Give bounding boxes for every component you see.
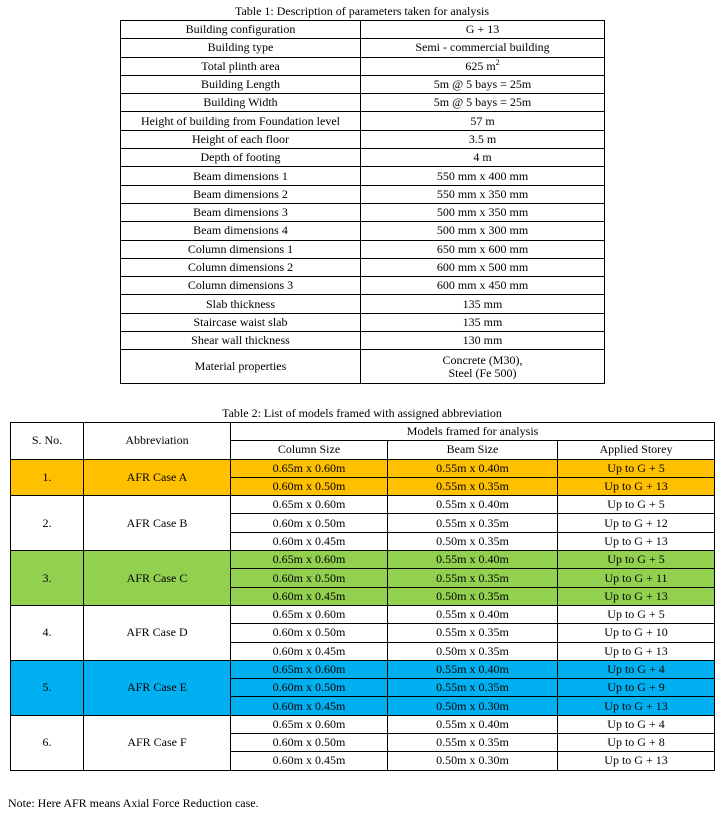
parameter-name: Total plinth area: [121, 57, 361, 75]
unit-superscript: 2: [495, 57, 500, 67]
parameter-name: Slab thickness: [121, 295, 361, 313]
parameter-name: Building configuration: [121, 21, 361, 39]
parameter-value: 135 mm: [361, 295, 605, 313]
applied-storey-cell: Up to G + 8: [558, 734, 715, 752]
header-column-size: Column Size: [231, 441, 388, 459]
case-number: 6.: [11, 715, 84, 770]
beam-size-cell: 0.55m x 0.40m: [388, 605, 558, 623]
parameter-value: 5m @ 5 bays = 25m: [361, 94, 605, 112]
beam-size-cell: 0.50m x 0.35m: [388, 587, 558, 605]
beam-size-cell: 0.55m x 0.40m: [388, 660, 558, 678]
parameter-row: [121, 94, 605, 112]
column-size-cell: 0.60m x 0.50m: [231, 477, 388, 495]
applied-storey-cell: Up to G + 5: [558, 605, 715, 623]
applied-storey-cell: Up to G + 9: [558, 679, 715, 697]
column-size-cell: 0.60m x 0.50m: [231, 734, 388, 752]
applied-storey-cell: Up to G + 13: [558, 587, 715, 605]
applied-storey-cell: Up to G + 10: [558, 624, 715, 642]
header-sno: S. No.: [11, 423, 84, 460]
model-row: [11, 496, 715, 514]
applied-storey-cell: Up to G + 5: [558, 459, 715, 477]
parameter-value: 57 m: [361, 112, 605, 130]
column-size-cell: 0.60m x 0.45m: [231, 642, 388, 660]
header-applied-storey: Applied Storey: [558, 441, 715, 459]
parameter-name: Height of each floor: [121, 130, 361, 148]
parameter-value: 500 mm x 300 mm: [361, 222, 605, 240]
parameter-value: 3.5 m: [361, 130, 605, 148]
column-size-cell: 0.65m x 0.60m: [231, 551, 388, 569]
parameter-row: [121, 21, 605, 39]
footnote: Note: Here AFR means Axial Force Reduction case.: [8, 796, 259, 810]
beam-size-cell: 0.50m x 0.35m: [388, 642, 558, 660]
column-size-cell: 0.65m x 0.60m: [231, 496, 388, 514]
parameter-row: [121, 222, 605, 240]
beam-size-cell: 0.50m x 0.30m: [388, 752, 558, 770]
parameter-value: 5m @ 5 bays = 25m: [361, 75, 605, 93]
applied-storey-cell: Up to G + 5: [558, 496, 715, 514]
model-row: [11, 660, 715, 678]
parameter-row: [121, 167, 605, 185]
applied-storey-cell: Up to G + 13: [558, 532, 715, 550]
parameter-name: Column dimensions 2: [121, 258, 361, 276]
column-size-cell: 0.65m x 0.60m: [231, 715, 388, 733]
parameter-row: [121, 112, 605, 130]
parameter-name: Beam dimensions 4: [121, 222, 361, 240]
parameter-row: [121, 258, 605, 276]
beam-size-cell: 0.55m x 0.35m: [388, 514, 558, 532]
case-abbreviation: AFR Case D: [84, 605, 231, 660]
parameter-name: Column dimensions 3: [121, 277, 361, 295]
column-size-cell: 0.65m x 0.60m: [231, 605, 388, 623]
parameter-name: Depth of footing: [121, 149, 361, 167]
case-abbreviation: AFR Case C: [84, 551, 231, 606]
parameter-row: [121, 240, 605, 258]
parameter-value: 550 mm x 350 mm: [361, 185, 605, 203]
case-abbreviation: AFR Case B: [84, 496, 231, 551]
beam-size-cell: 0.55m x 0.40m: [388, 459, 558, 477]
beam-size-cell: 0.55m x 0.40m: [388, 551, 558, 569]
column-size-cell: 0.60m x 0.50m: [231, 679, 388, 697]
parameter-value: 135 mm: [361, 313, 605, 331]
parameter-value: G + 13: [361, 21, 605, 39]
column-size-cell: 0.60m x 0.50m: [231, 569, 388, 587]
parameter-name: Building Length: [121, 75, 361, 93]
parameter-name: Height of building from Foundation level: [121, 112, 361, 130]
header-models-group: Models framed for analysis: [231, 423, 715, 441]
model-row: [11, 459, 715, 477]
case-abbreviation: AFR Case E: [84, 660, 231, 715]
parameter-row: [121, 313, 605, 331]
parameter-name: Beam dimensions 3: [121, 203, 361, 221]
column-size-cell: 0.60m x 0.45m: [231, 532, 388, 550]
beam-size-cell: 0.55m x 0.35m: [388, 734, 558, 752]
parameter-value: 500 mm x 350 mm: [361, 203, 605, 221]
applied-storey-cell: Up to G + 12: [558, 514, 715, 532]
case-number: 5.: [11, 660, 84, 715]
beam-size-cell: 0.55m x 0.40m: [388, 715, 558, 733]
parameter-name: Material properties: [121, 350, 361, 384]
table1-caption: Table 1: Description of parameters taken for analysis: [234, 4, 490, 18]
applied-storey-cell: Up to G + 4: [558, 715, 715, 733]
parameter-value: 130 mm: [361, 332, 605, 350]
parameter-row: [121, 203, 605, 221]
parameter-row-material: [121, 350, 605, 384]
beam-size-cell: 0.55m x 0.35m: [388, 624, 558, 642]
case-number: 2.: [11, 496, 84, 551]
beam-size-cell: 0.55m x 0.35m: [388, 679, 558, 697]
parameter-row: [121, 277, 605, 295]
parameter-name: Beam dimensions 1: [121, 167, 361, 185]
column-size-cell: 0.65m x 0.60m: [231, 459, 388, 477]
model-row: [11, 605, 715, 623]
parameter-value: 650 mm x 600 mm: [361, 240, 605, 258]
parameter-row: [121, 185, 605, 203]
parameter-row: [121, 130, 605, 148]
beam-size-cell: 0.55m x 0.40m: [388, 496, 558, 514]
case-number: 3.: [11, 551, 84, 606]
parameter-value: 625 $m^2$: [361, 57, 605, 75]
parameter-value: Semi - commercial building: [361, 39, 605, 57]
parameter-name: Staircase waist slab: [121, 313, 361, 331]
parameter-value: Concrete (M30), Steel (Fe 500): [361, 350, 605, 384]
column-size-cell: 0.65m x 0.60m: [231, 660, 388, 678]
table2-caption: Table 2: List of models framed with assigned abbreviation: [222, 406, 502, 420]
column-size-cell: 0.60m x 0.50m: [231, 514, 388, 532]
parameter-name: Beam dimensions 2: [121, 185, 361, 203]
model-row: [11, 715, 715, 733]
parameter-value: 550 mm x 400 mm: [361, 167, 605, 185]
column-size-cell: 0.60m x 0.45m: [231, 587, 388, 605]
parameter-value: 600 mm x 500 mm: [361, 258, 605, 276]
header-beam-size: Beam Size: [388, 441, 558, 459]
parameter-name: Column dimensions 1: [121, 240, 361, 258]
applied-storey-cell: Up to G + 13: [558, 697, 715, 715]
parameter-name: Building Width: [121, 94, 361, 112]
case-number: 1.: [11, 459, 84, 496]
models-table: [10, 422, 715, 771]
parameter-row: [121, 57, 605, 75]
applied-storey-cell: Up to G + 5: [558, 551, 715, 569]
parameter-name: Building type: [121, 39, 361, 57]
beam-size-cell: 0.55m x 0.35m: [388, 477, 558, 495]
parameter-row: [121, 332, 605, 350]
parameter-value: 600 mm x 450 mm: [361, 277, 605, 295]
parameters-table: [120, 20, 605, 384]
parameter-row: [121, 75, 605, 93]
parameter-value: 4 m: [361, 149, 605, 167]
applied-storey-cell: Up to G + 4: [558, 660, 715, 678]
beam-size-cell: 0.50m x 0.35m: [388, 532, 558, 550]
column-size-cell: 0.60m x 0.45m: [231, 752, 388, 770]
column-size-cell: 0.60m x 0.50m: [231, 624, 388, 642]
column-size-cell: 0.60m x 0.45m: [231, 697, 388, 715]
beam-size-cell: 0.50m x 0.30m: [388, 697, 558, 715]
case-abbreviation: AFR Case A: [84, 459, 231, 496]
parameter-row: [121, 39, 605, 57]
parameter-row: [121, 295, 605, 313]
case-abbreviation: AFR Case F: [84, 715, 231, 770]
parameter-row: [121, 149, 605, 167]
case-number: 4.: [11, 605, 84, 660]
beam-size-cell: 0.55m x 0.35m: [388, 569, 558, 587]
applied-storey-cell: Up to G + 13: [558, 752, 715, 770]
model-row: [11, 551, 715, 569]
applied-storey-cell: Up to G + 11: [558, 569, 715, 587]
applied-storey-cell: Up to G + 13: [558, 477, 715, 495]
applied-storey-cell: Up to G + 13: [558, 642, 715, 660]
header-abbreviation: Abbreviation: [84, 423, 231, 460]
parameter-name: Shear wall thickness: [121, 332, 361, 350]
